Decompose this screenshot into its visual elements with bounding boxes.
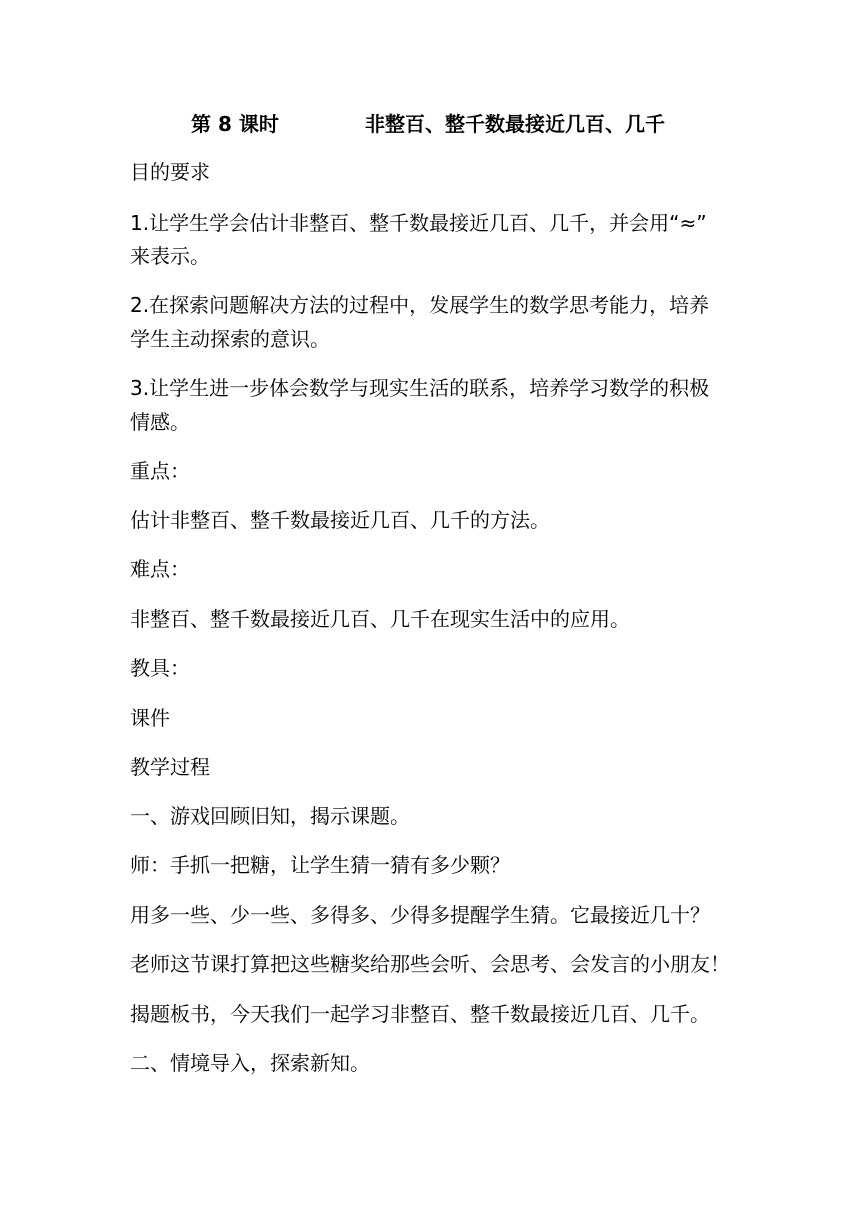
- step-2-heading: 二、情境导入，探索新知。: [130, 1051, 370, 1075]
- step-1-paragraph-4: 揭题板书，今天我们一起学习非整百、整千数最接近几百、几千。: [130, 1002, 710, 1026]
- key-points-text: 估计非整百、整千数最接近几百、几千的方法。: [130, 508, 550, 532]
- objective-2-line-1: 2.在探索问题解决方法的过程中，发展学生的数学思考能力，培养: [130, 293, 710, 317]
- step-1-heading: 一、游戏回顾旧知，揭示课题。: [130, 804, 410, 828]
- objective-1-line-1: 1.让学生学会估计非整百、整千数最接近几百、几千，并会用“≈”: [130, 211, 707, 235]
- lesson-topic: 非整百、整千数最接近几百、几千: [365, 112, 665, 136]
- section-heading-key-points: 重点：: [130, 459, 190, 483]
- objective-1-line-2: 来表示。: [130, 244, 210, 268]
- step-1-paragraph-2: 用多一些、少一些、多得多、少得多提醒学生猜。它最接近几十？: [130, 903, 710, 927]
- section-heading-teaching-aids: 教具：: [130, 656, 190, 680]
- step-1-paragraph-1: 师：手抓一把糖，让学生猜一猜有多少颗？: [130, 853, 510, 877]
- lesson-title: [0, 108, 860, 140]
- objective-2-line-2: 学生主动探索的意识。: [130, 327, 330, 351]
- step-1-paragraph-3: 老师这节课打算把这些糖奖给那些会听、会思考、会发言的小朋友！: [130, 952, 730, 976]
- section-heading-difficulties: 难点：: [130, 557, 190, 581]
- objective-3-line-2: 情感。: [130, 410, 190, 434]
- section-heading-teaching-process: 教学过程: [130, 755, 210, 779]
- objective-3-line-1: 3.让学生进一步体会数学与现实生活的联系，培养学习数学的积极: [130, 376, 710, 400]
- difficulties-text: 非整百、整千数最接近几百、几千在现实生活中的应用。: [130, 607, 630, 631]
- lesson-number: 第 8 课时: [191, 112, 279, 136]
- section-heading-objectives: 目的要求: [130, 160, 210, 184]
- teaching-aids-text: 课件: [130, 706, 170, 730]
